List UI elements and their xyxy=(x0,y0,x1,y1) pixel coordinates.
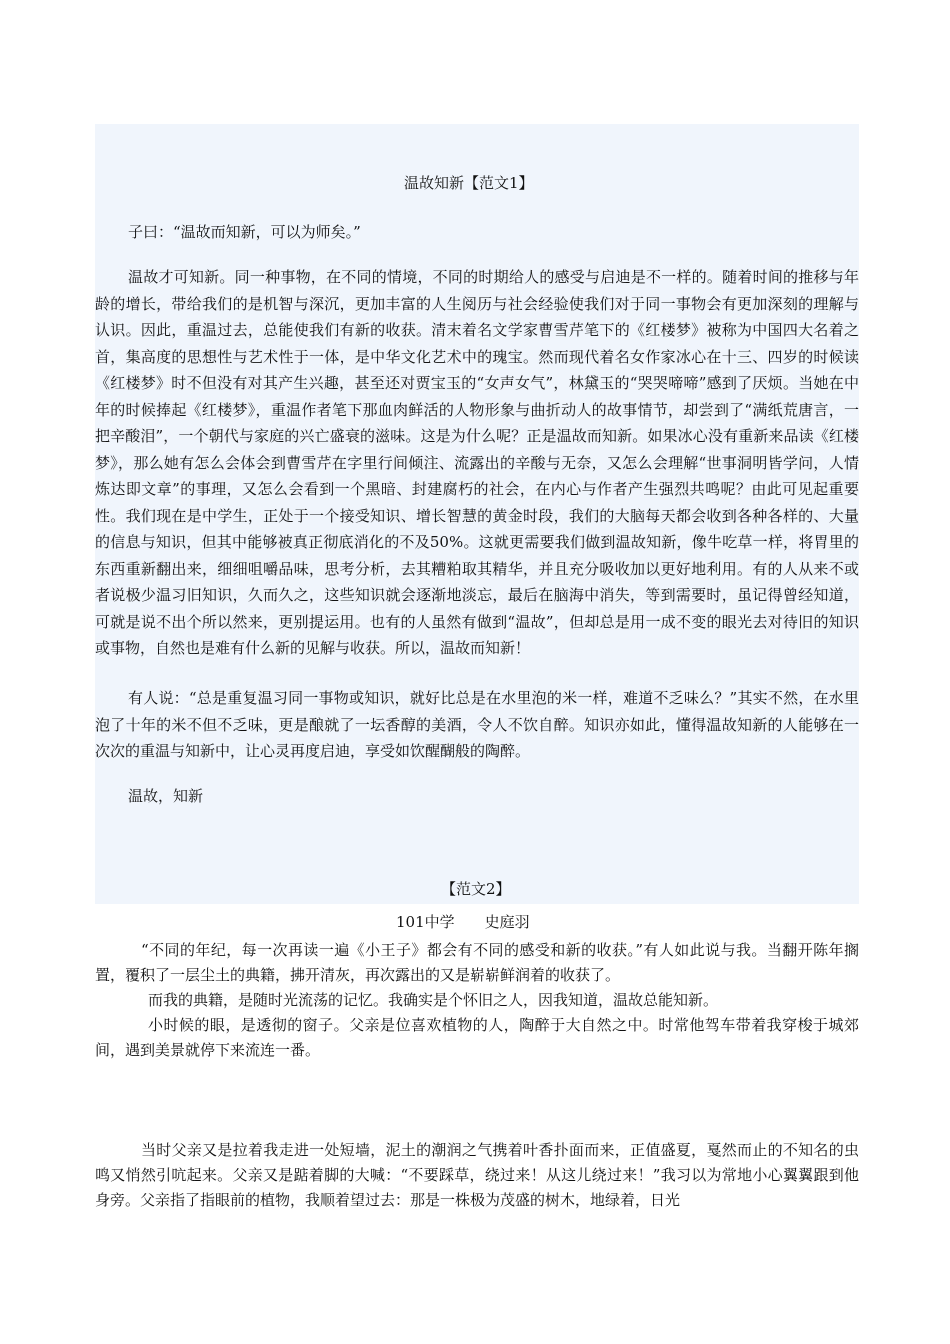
essay2-paragraph-1: “不同的年纪，每一次再读一遍《小王子》都会有不同的感受和新的收获。”有人如此说与我。当翻开陈年搁置，覆积了一层尘土的典籍，拂开清灰，再次露出的又是崭崭鲜润着的收获了。 xyxy=(95,941,859,984)
essay2-title: 【范文2】 xyxy=(441,880,511,898)
essay2-paragraph-2: 而我的典籍，是随时光流荡的记忆。我确实是个怀旧之人，因我知道，温故总能知新。 xyxy=(148,991,719,1009)
essay2-paragraph-4: 当时父亲又是拉着我走进一处短墙，泥土的潮润之气携着叶香扑面而来，正值盛夏，戛然而止的不知名的虫鸣又悄然引吭起来。父亲又是踮着脚的大喊：“不要踩草，绕过来！从这儿绕过来！”我习以为常地小心翼翼跟到他身旁。父亲指了指眼前的植物，我顺着望过去：那是一株极为茂盛的树木，地绿着，日光 xyxy=(95,1141,859,1209)
essay1-quote: 子曰：“温故而知新，可以为师矣。” xyxy=(128,223,361,241)
essay1-title: 温故知新【范文1】 xyxy=(404,174,534,192)
essay2-author: 101中学 史庭羽 xyxy=(396,913,530,931)
essay2-paragraph-3: 小时候的眼，是透彻的窗子。父亲是位喜欢植物的人，陶醉于大自然之中。时常他驾车带着我穿梭于城郊间，遇到美景就停下来流连一番。 xyxy=(95,1016,859,1059)
essay1-paragraph-2: 有人说：“总是重复温习同一事物或知识，就好比总是在水里泡的米一样，难道不乏味么？”其实不然，在水里泡了十年的米不但不乏味，更是酿就了一坛香醇的美酒，令人不饮自醉。知识亦如此，懂得温故知新的人能够在一次次的重温与知新中，让心灵再度启迪，享受如饮醒醐般的陶醉。 xyxy=(95,689,859,760)
essay1-closing: 温故，知新 xyxy=(128,787,204,805)
essay1-paragraph-1: 温故才可知新。同一种事物，在不同的情境，不同的时期给人的感受与启迪是不一样的。随着时间的推移与年龄的增长，带给我们的是机智与深沉，更加丰富的人生阅历与社会经验使我们对于同一事物会有更加深刻的理解与认识。因此，重温过去，总能使我们有新的收获。清末着名文学家曹雪芹笔下的《红楼梦》被称为中国四大名着之首，集高度的思想性与艺术性于一体，是中华文化艺术中的瑰宝。然而现代着名女作家冰心在十三、四岁的时候读《红楼梦》时不但没有对其产生兴趣，甚至还对贾宝玉的“女声女气”，林黛玉的“哭哭啼啼”感到了厌烦。当她在中年的时候捧起《红楼梦》，重温作者笔下那血肉鲜活的人物形象与曲折动人的故事情节，却尝到了“满纸荒唐言，一把辛酸泪”，一个朝代与家庭的兴亡盛衰的滋味。这是为什么呢？正是温故而知新。如果冰心没有重新来品读《红楼梦》，那么她有怎么会体会到曹雪芹在字里行间倾注、流露出的辛酸与无奈，又怎么会理解“世事洞明皆学问，人情炼达即文章”的事理，又怎么会看到一个黑暗、封建腐朽的社会，在内心与作者产生强烈共鸣呢？由此可见起重要性。我们现在是中学生，正处于一个接受知识、增长智慧的黄金时段，我们的大脑每天都会收到各种各样的、大量的信息与知识，但其中能够被真正彻底消化的不及50%。这就更需要我们做到温故知新，像牛吃草一样，将胃里的东西重新翻出来，细细咀嚼品味，思考分析，去其糟粕取其精华，并且充分吸收加以更好地利用。有的人从来不或者说极少温习旧知识，久而久之，这些知识就会逐渐地淡忘，最后在脑海中消失，等到需要时，虽记得曾经知道，可就是说不出个所以然来，更别提运用。也有的人虽然有做到“温故”，但却总是用一成不变的眼光去对待旧的知识或事物，自然也是难有什么新的见解与收获。所以，温故而知新！ xyxy=(95,268,859,657)
